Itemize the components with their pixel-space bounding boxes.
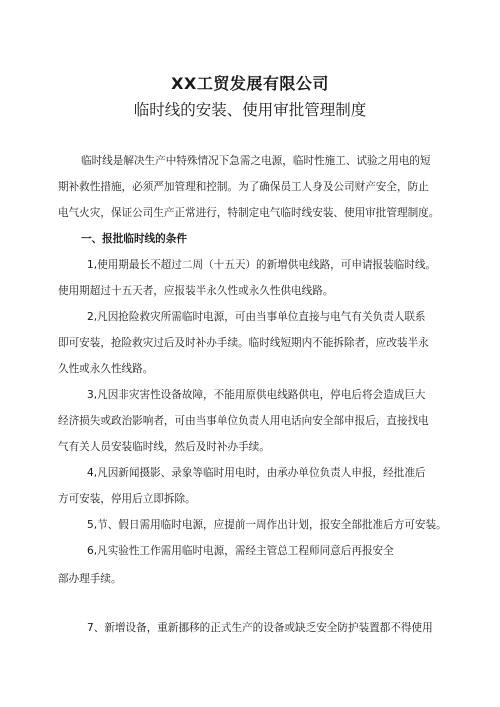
item-4-line-2: 方可安装，停用后立即拆除。 — [58, 493, 196, 505]
item-2-line-1: 2,凡因抢险救灾所需临时电源，可由当事单位直接与电气有关负责人联系 — [87, 311, 426, 323]
document-title: 临时线的安装、使用审批管理制度 — [133, 101, 367, 119]
item-6-line-2: 部办理手续。 — [58, 573, 122, 585]
item-3-line-2: 经济损失或政治影响者，可由当事单位负责人用电话向安全部申报后，直接找电 — [58, 415, 429, 427]
intro-line-3: 电气火灾，保证公司生产正常进行，特制定电气临时线安装、使用审批管理制度。 — [58, 207, 440, 219]
item-1-line-2: 使用期超过十五天者，应报装半永久性或永久性供电线路。 — [58, 285, 334, 297]
item-6-line-1: 6,凡实验性工作需用临时电源，需经主管总工程师同意后再报安全 — [87, 545, 394, 557]
item-2-line-2: 即可安装，抢险救灾过后及时补办手续。临时线短期内不能拆除者，应改装半永 — [58, 337, 429, 349]
intro-line-2: 期补救性措施，必须严加管理和控制。为了确保员工人身及公司财产安全，防止 — [58, 181, 429, 193]
item-7-line-1: 7、新增设备，重新挪移的正式生产的设备或缺乏安全防护装置都不得使用 — [87, 622, 433, 634]
item-1-line-1: 1,使用期最长不超过二周（十五天）的新增供电线路，可申请报装临时线。 — [87, 259, 437, 271]
intro-line-1: 临时线是解决生产中特殊情况下急需之电源，临时性施工、试验之用电的短 — [81, 155, 431, 167]
item-4-line-1: 4,凡因新闻摄影、录象等临时用电时，由承办单位负责人申报，经批准后 — [87, 467, 426, 479]
item-3-line-3: 气有关人员安装临时线，然后及时补办手续。 — [58, 441, 270, 453]
item-3-line-1: 3,凡因非灾害性设备故障，不能用原供电线路供电，停电后将会造成巨大 — [87, 389, 426, 401]
section-heading: 一、报批临时线的条件 — [81, 233, 187, 245]
company-name: XX工贸发展有限公司 — [171, 74, 329, 93]
item-5-line-1: 5,节、假日需用临时电源，应提前一周作出计划，报安全部批准后方可安装。 — [87, 519, 447, 531]
item-2-line-3: 久性或永久性线路。 — [58, 363, 154, 375]
